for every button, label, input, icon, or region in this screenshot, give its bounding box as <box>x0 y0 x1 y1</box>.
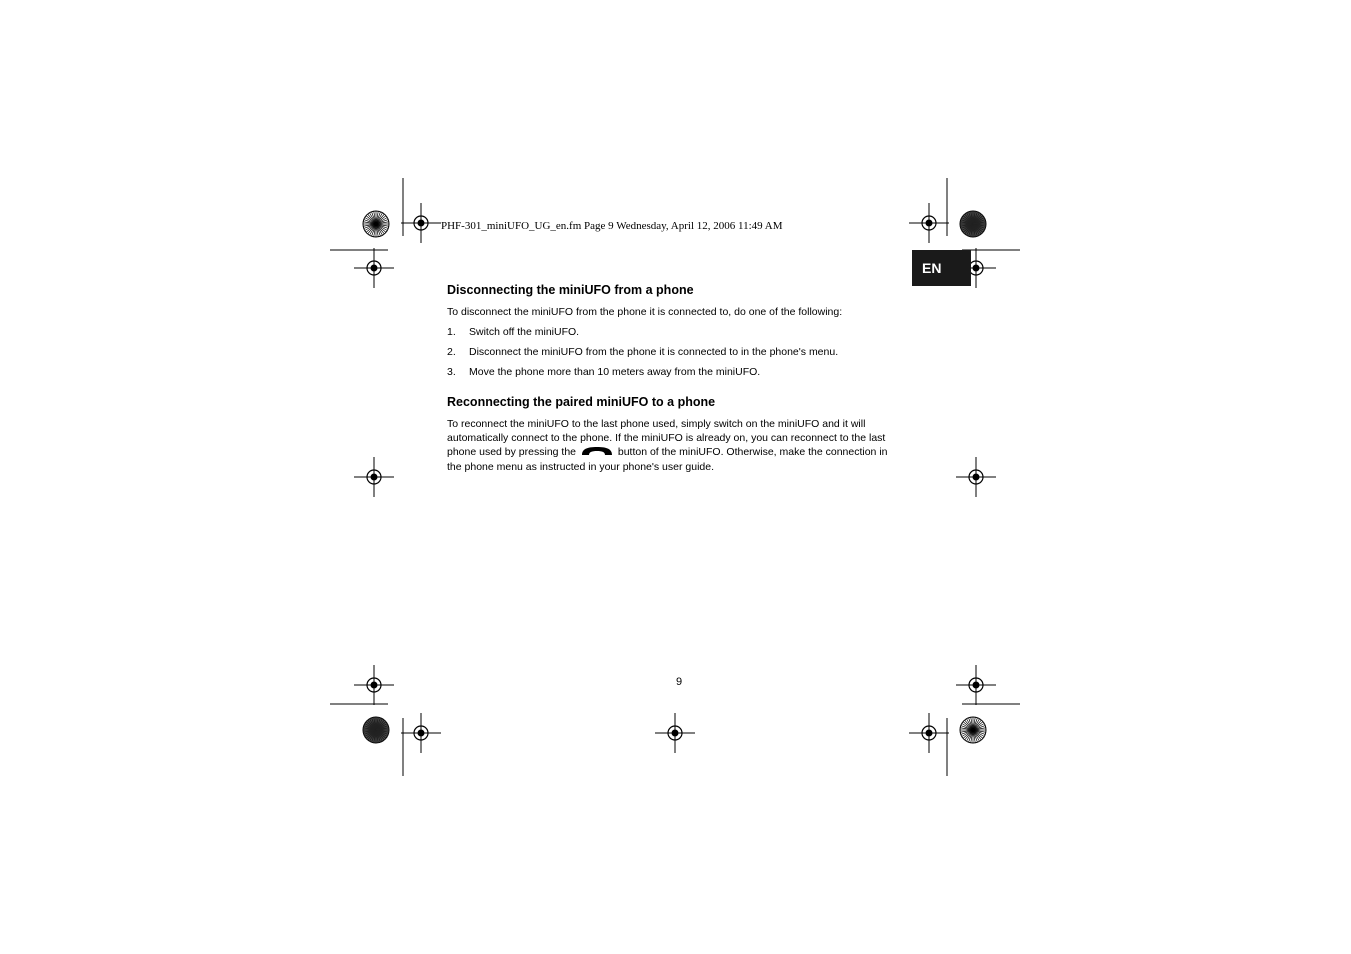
color-bar-starburst-icon <box>960 211 986 237</box>
list-item <box>447 326 579 338</box>
list-item-text: Move the phone more than 10 meters away from the miniUFO. <box>469 366 761 378</box>
color-bar-starburst-icon <box>363 211 389 237</box>
section-intro-text: To disconnect the miniUFO from the phone it is connected to, do one of the following: <box>447 306 843 318</box>
paragraph-line: the phone menu as instructed in your phone's user guide. <box>447 461 715 473</box>
section-heading-reconnecting: Reconnecting the paired miniUFO to a phone <box>447 395 716 409</box>
print-slug-line: PHF-301_miniUFO_UG_en.fm Page 9 Wednesday, April 12, 2006 11:49 AM <box>441 220 783 232</box>
list-item-text: Switch off the miniUFO. <box>469 326 580 338</box>
color-bar-starburst-icon <box>960 717 986 743</box>
paragraph-line: To reconnect the miniUFO to the last phone used, simply switch on the miniUFO and it will <box>447 418 866 430</box>
color-bar-starburst-icon <box>363 717 389 743</box>
registration-target-icon <box>956 665 996 705</box>
language-tab-label: EN <box>922 260 942 276</box>
section-heading-disconnecting: Disconnecting the miniUFO from a phone <box>447 283 694 297</box>
phone-handset-icon <box>581 446 613 460</box>
registration-target-icon <box>909 713 949 753</box>
list-item-number: 1. <box>447 326 456 338</box>
registration-target-icon <box>956 457 996 497</box>
list-item-number: 2. <box>447 346 456 358</box>
registration-target-icon <box>401 713 441 753</box>
language-tab <box>912 250 971 286</box>
registration-target-icon <box>401 203 441 243</box>
list-item-text: Disconnect the miniUFO from the phone it is connected to in the phone's menu. <box>469 346 839 358</box>
registration-target-icon <box>909 203 949 243</box>
page-number: 9 <box>676 676 683 688</box>
paragraph-line <box>447 445 917 460</box>
registration-target-icon <box>354 665 394 705</box>
registration-target-icon <box>354 457 394 497</box>
list-item-number: 3. <box>447 366 456 378</box>
paragraph-text: phone used by pressing the <box>447 446 577 458</box>
paragraph-line: automatically connect to the phone. If the miniUFO is already on, you can reconnect to the last <box>447 432 886 444</box>
list-item <box>447 346 838 358</box>
registration-target-icon <box>655 713 695 753</box>
registration-target-icon <box>354 248 394 288</box>
section-body-paragraph <box>447 417 917 474</box>
list-item <box>447 366 760 378</box>
paragraph-text: button of the miniUFO. Otherwise, make the connection in <box>617 446 888 458</box>
